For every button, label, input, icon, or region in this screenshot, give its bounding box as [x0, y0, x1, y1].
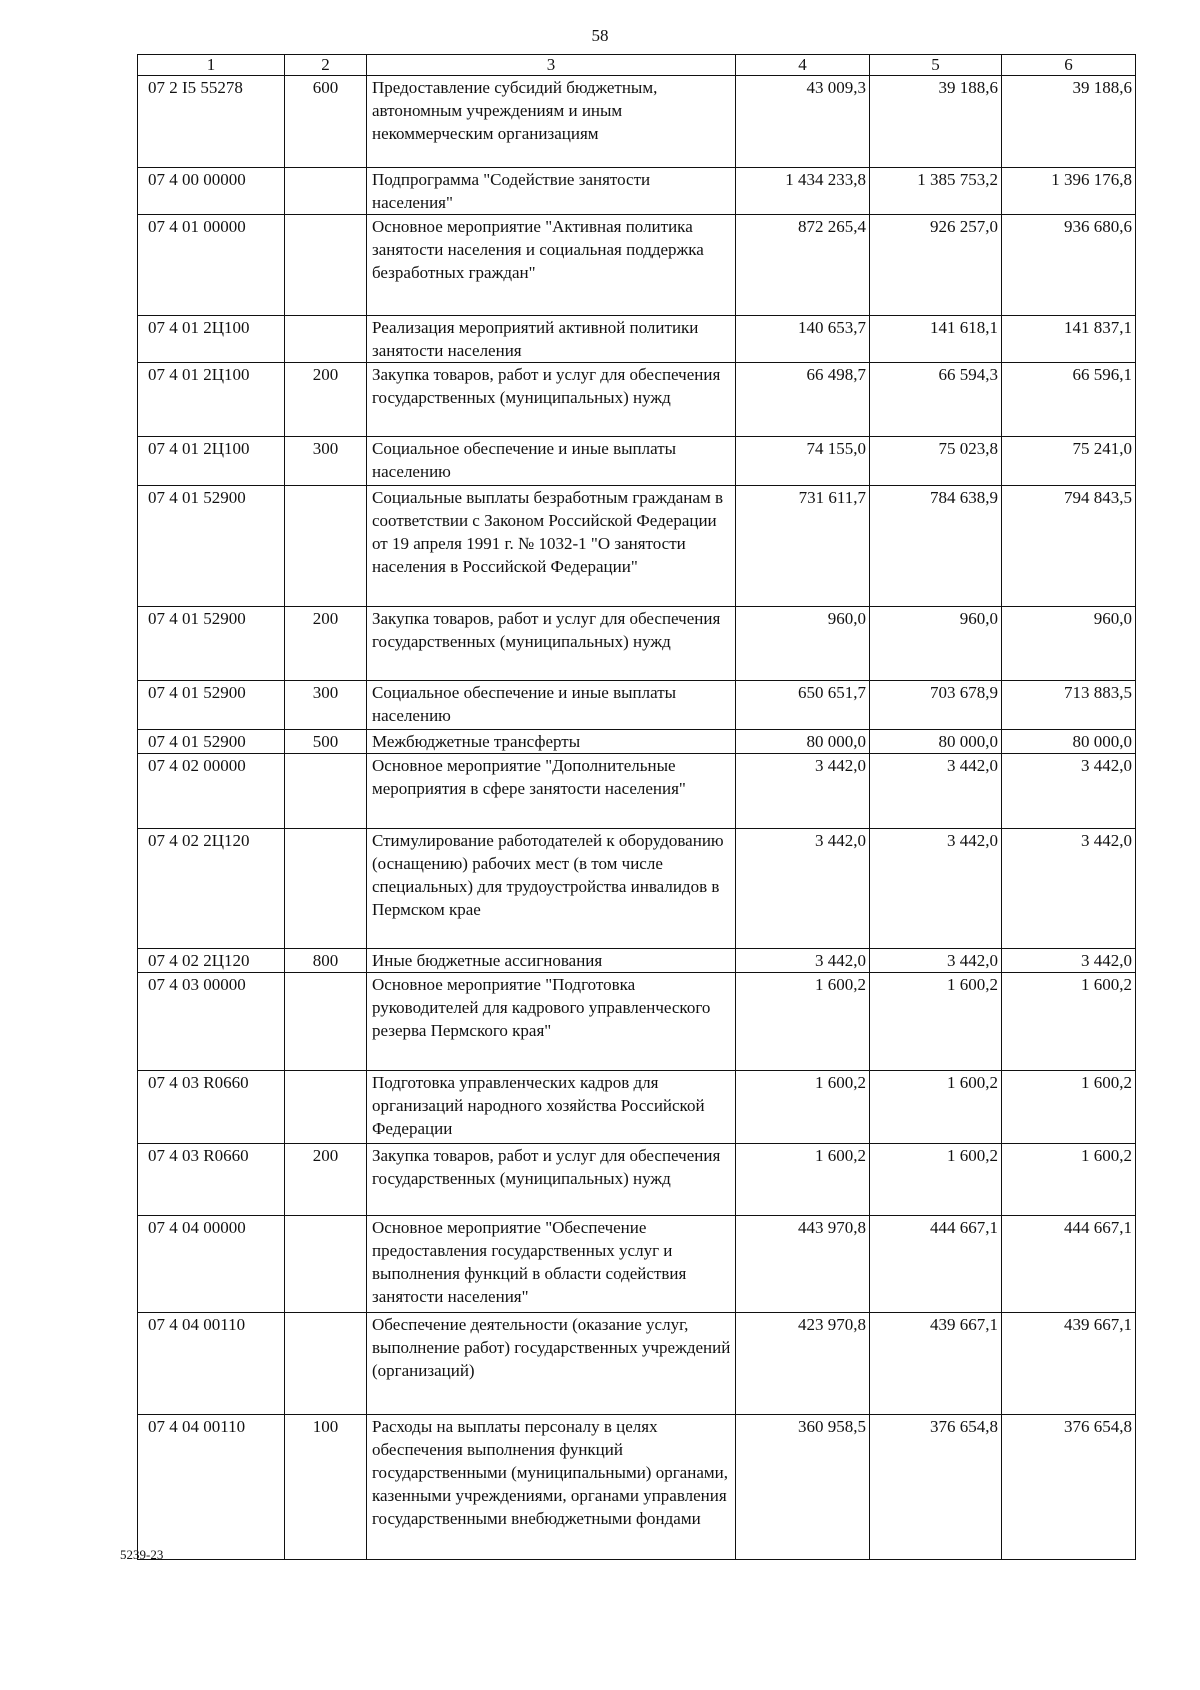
amount-col5-cell: 3 442,0 — [870, 754, 1002, 829]
amount-col6-cell: 960,0 — [1002, 607, 1136, 681]
amount-col6-cell: 936 680,6 — [1002, 215, 1136, 316]
amount-col5-cell: 1 600,2 — [870, 1144, 1002, 1216]
amount-col4-cell: 3 442,0 — [736, 949, 870, 973]
table-row — [138, 486, 1136, 607]
item-name-cell: Основное мероприятие "Дополнительные мероприятия в сфере занятости населения" — [367, 754, 736, 829]
amount-col6-cell: 66 596,1 — [1002, 363, 1136, 437]
page-number: 58 — [591, 26, 609, 45]
table-row — [138, 754, 1136, 829]
target-code-cell: 07 4 01 2Ц100 — [138, 437, 285, 486]
expense-type-cell — [285, 168, 367, 215]
amount-col4-cell: 140 653,7 — [736, 316, 870, 363]
item-name-cell: Социальное обеспечение и иные выплаты населению — [367, 437, 736, 486]
amount-col6-cell: 3 442,0 — [1002, 754, 1136, 829]
target-code-cell: 07 2 I5 55278 — [138, 76, 285, 168]
expense-type-cell: 300 — [285, 437, 367, 486]
table-row — [138, 437, 1136, 486]
expense-type-cell: 200 — [285, 607, 367, 681]
budget-table — [137, 54, 1136, 1560]
amount-col6-cell: 39 188,6 — [1002, 76, 1136, 168]
target-code-cell: 07 4 02 00000 — [138, 754, 285, 829]
item-name-cell: Закупка товаров, работ и услуг для обеспечения государственных (муниципальных) нужд — [367, 607, 736, 681]
target-code-cell: 07 4 01 2Ц100 — [138, 316, 285, 363]
item-name-cell: Социальные выплаты безработным гражданам в соответствии с Законом Российской Федерации от 19 апреля 1991 г. № 1032-1 "О занятости населения в Российской Федерации" — [367, 486, 736, 607]
amount-col5-cell: 444 667,1 — [870, 1216, 1002, 1313]
table-row — [138, 730, 1136, 754]
expense-type-cell — [285, 1313, 367, 1415]
amount-col6-cell: 75 241,0 — [1002, 437, 1136, 486]
amount-col5-cell: 1 600,2 — [870, 1071, 1002, 1144]
expense-type-cell — [285, 215, 367, 316]
table-row — [138, 1216, 1136, 1313]
column-header: 2 — [285, 55, 367, 76]
table-row — [138, 1144, 1136, 1216]
amount-col4-cell: 80 000,0 — [736, 730, 870, 754]
target-code-cell: 07 4 03 R0660 — [138, 1071, 285, 1144]
amount-col4-cell: 3 442,0 — [736, 754, 870, 829]
item-name-cell: Подпрограмма "Содействие занятости населения" — [367, 168, 736, 215]
target-code-cell: 07 4 02 2Ц120 — [138, 829, 285, 949]
column-header: 5 — [870, 55, 1002, 76]
table-row — [138, 215, 1136, 316]
amount-col6-cell: 376 654,8 — [1002, 1415, 1136, 1560]
amount-col6-cell: 3 442,0 — [1002, 829, 1136, 949]
item-name-cell: Обеспечение деятельности (оказание услуг, выполнение работ) государственных учреждений (организаций) — [367, 1313, 736, 1415]
amount-col4-cell: 360 958,5 — [736, 1415, 870, 1560]
amount-col4-cell: 731 611,7 — [736, 486, 870, 607]
item-name-cell: Расходы на выплаты персоналу в целях обеспечения выполнения функций государственными (муниципальными) органами, казенными учреждениями, органами управления государственными внебюджетными фондами — [367, 1415, 736, 1560]
amount-col4-cell: 74 155,0 — [736, 437, 870, 486]
amount-col5-cell: 3 442,0 — [870, 949, 1002, 973]
table-row — [138, 1313, 1136, 1415]
table-row — [138, 168, 1136, 215]
amount-col4-cell: 1 434 233,8 — [736, 168, 870, 215]
expense-type-cell — [285, 829, 367, 949]
target-code-cell: 07 4 01 00000 — [138, 215, 285, 316]
column-header: 3 — [367, 55, 736, 76]
table-row — [138, 76, 1136, 168]
amount-col6-cell: 444 667,1 — [1002, 1216, 1136, 1313]
amount-col5-cell: 926 257,0 — [870, 215, 1002, 316]
expense-type-cell: 500 — [285, 730, 367, 754]
expense-type-cell — [285, 1071, 367, 1144]
amount-col6-cell: 1 600,2 — [1002, 1071, 1136, 1144]
item-name-cell: Закупка товаров, работ и услуг для обеспечения государственных (муниципальных) нужд — [367, 363, 736, 437]
amount-col4-cell: 1 600,2 — [736, 973, 870, 1071]
amount-col5-cell: 1 385 753,2 — [870, 168, 1002, 215]
amount-col6-cell: 439 667,1 — [1002, 1313, 1136, 1415]
amount-col6-cell: 80 000,0 — [1002, 730, 1136, 754]
amount-col6-cell: 141 837,1 — [1002, 316, 1136, 363]
item-name-cell: Предоставление субсидий бюджетным, автономным учреждениям и иным некоммерческим организациям — [367, 76, 736, 168]
amount-col4-cell: 872 265,4 — [736, 215, 870, 316]
table-header-row — [138, 55, 1136, 76]
target-code-cell: 07 4 01 52900 — [138, 486, 285, 607]
amount-col5-cell: 439 667,1 — [870, 1313, 1002, 1415]
amount-col5-cell: 80 000,0 — [870, 730, 1002, 754]
column-header: 4 — [736, 55, 870, 76]
amount-col5-cell: 784 638,9 — [870, 486, 1002, 607]
item-name-cell: Основное мероприятие "Активная политика занятости населения и социальная поддержка безработных граждан" — [367, 215, 736, 316]
item-name-cell: Основное мероприятие "Обеспечение предоставления государственных услуг и выполнения функций в области содействия занятости населения" — [367, 1216, 736, 1313]
item-name-cell: Межбюджетные трансферты — [367, 730, 736, 754]
expense-type-cell — [285, 1216, 367, 1313]
expense-type-cell — [285, 316, 367, 363]
expense-type-cell: 800 — [285, 949, 367, 973]
expense-type-cell: 200 — [285, 363, 367, 437]
amount-col6-cell: 1 600,2 — [1002, 1144, 1136, 1216]
amount-col4-cell: 43 009,3 — [736, 76, 870, 168]
target-code-cell: 07 4 02 2Ц120 — [138, 949, 285, 973]
document-code: 5239-23 — [120, 1547, 164, 1562]
amount-col4-cell: 650 651,7 — [736, 681, 870, 730]
item-name-cell: Социальное обеспечение и иные выплаты населению — [367, 681, 736, 730]
target-code-cell: 07 4 03 R0660 — [138, 1144, 285, 1216]
amount-col5-cell: 3 442,0 — [870, 829, 1002, 949]
item-name-cell: Стимулирование работодателей к оборудованию (оснащению) рабочих мест (в том числе специальных) для трудоустройства инвалидов в Пермском крае — [367, 829, 736, 949]
target-code-cell: 07 4 03 00000 — [138, 973, 285, 1071]
amount-col5-cell: 1 600,2 — [870, 973, 1002, 1071]
expense-type-cell: 300 — [285, 681, 367, 730]
expense-type-cell: 600 — [285, 76, 367, 168]
table-row — [138, 681, 1136, 730]
item-name-cell: Подготовка управленческих кадров для организаций народного хозяйства Российской Федерации — [367, 1071, 736, 1144]
expense-type-cell: 100 — [285, 1415, 367, 1560]
target-code-cell: 07 4 04 00000 — [138, 1216, 285, 1313]
item-name-cell: Иные бюджетные ассигнования — [367, 949, 736, 973]
expense-type-cell — [285, 973, 367, 1071]
column-header: 1 — [138, 55, 285, 76]
expense-type-cell: 200 — [285, 1144, 367, 1216]
target-code-cell: 07 4 01 52900 — [138, 730, 285, 754]
target-code-cell: 07 4 04 00110 — [138, 1415, 285, 1560]
amount-col5-cell: 960,0 — [870, 607, 1002, 681]
table-row — [138, 316, 1136, 363]
item-name-cell: Основное мероприятие "Подготовка руководителей для кадрового управленческого резерва Пермского края" — [367, 973, 736, 1071]
table-row — [138, 607, 1136, 681]
amount-col6-cell: 794 843,5 — [1002, 486, 1136, 607]
expense-type-cell — [285, 486, 367, 607]
target-code-cell: 07 4 04 00110 — [138, 1313, 285, 1415]
amount-col4-cell: 1 600,2 — [736, 1071, 870, 1144]
table-row — [138, 363, 1136, 437]
item-name-cell: Закупка товаров, работ и услуг для обеспечения государственных (муниципальных) нужд — [367, 1144, 736, 1216]
amount-col4-cell: 3 442,0 — [736, 829, 870, 949]
amount-col5-cell: 39 188,6 — [870, 76, 1002, 168]
table-row — [138, 829, 1136, 949]
table-row — [138, 973, 1136, 1071]
amount-col4-cell: 66 498,7 — [736, 363, 870, 437]
amount-col5-cell: 376 654,8 — [870, 1415, 1002, 1560]
target-code-cell: 07 4 00 00000 — [138, 168, 285, 215]
amount-col6-cell: 1 396 176,8 — [1002, 168, 1136, 215]
table-row — [138, 1415, 1136, 1560]
amount-col4-cell: 443 970,8 — [736, 1216, 870, 1313]
table-row — [138, 1071, 1136, 1144]
column-header: 6 — [1002, 55, 1136, 76]
table-row — [138, 949, 1136, 973]
expense-type-cell — [285, 754, 367, 829]
amount-col6-cell: 3 442,0 — [1002, 949, 1136, 973]
amount-col5-cell: 703 678,9 — [870, 681, 1002, 730]
amount-col6-cell: 713 883,5 — [1002, 681, 1136, 730]
amount-col5-cell: 141 618,1 — [870, 316, 1002, 363]
amount-col4-cell: 423 970,8 — [736, 1313, 870, 1415]
amount-col5-cell: 75 023,8 — [870, 437, 1002, 486]
amount-col4-cell: 1 600,2 — [736, 1144, 870, 1216]
amount-col5-cell: 66 594,3 — [870, 363, 1002, 437]
amount-col4-cell: 960,0 — [736, 607, 870, 681]
target-code-cell: 07 4 01 2Ц100 — [138, 363, 285, 437]
item-name-cell: Реализация мероприятий активной политики занятости населения — [367, 316, 736, 363]
target-code-cell: 07 4 01 52900 — [138, 607, 285, 681]
amount-col6-cell: 1 600,2 — [1002, 973, 1136, 1071]
target-code-cell: 07 4 01 52900 — [138, 681, 285, 730]
